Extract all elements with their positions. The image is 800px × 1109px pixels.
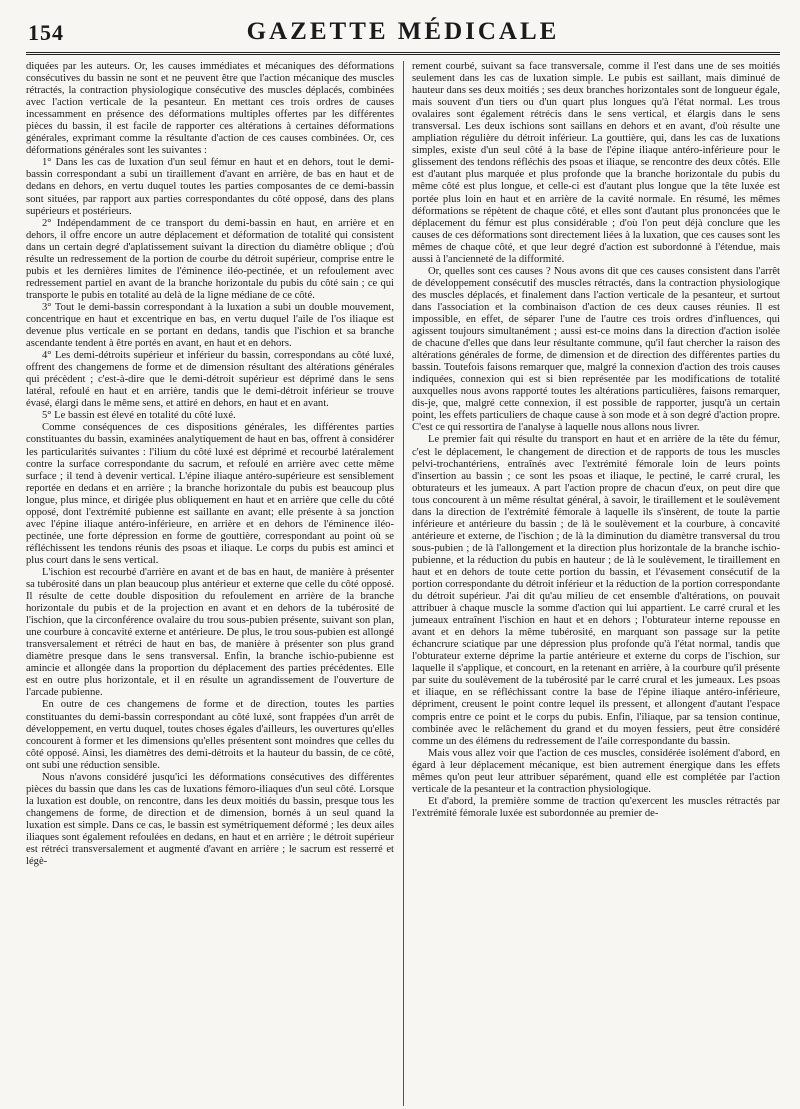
paragraph: Et d'abord, la première somme de traction qu'exercent les muscles rétractés par l'extrémité fémorale luxée est subordonnée au premier de- <box>412 795 780 819</box>
paragraph: L'ischion est recourbé d'arrière en avant et de bas en haut, de manière à présenter sa tubérosité dans un plan beaucoup plus antérieur et externe que celle du côté opposé. Il résulte de cette double disposition du refoulement en arrière de la branche horizontale du pubis et de la projection en avant et en dehors de la tubérosité de l'ischion, que la circonférence ovalaire du trou sous-pubien présente, suivant son plan, une courbure à concavité externe et antérieure. De plus, le trou sous-pubien est allongé transversalement et rétréci de haut en bas, de manière à présenter son plus grand diamètre presque dans le sens transversal. Enfin, la branche ischio-pubienne est amincie et allongée dans la proportion du déplacement des parties précédentes. Elle est en outre plus horizontale, et il en résulte un agrandissement de l'ouverture de l'arcade pubienne. <box>26 566 394 699</box>
paragraph: Comme conséquences de ces dispositions générales, les différentes parties constituantes du bassin, examinées analytiquement de haut en bas, offrent à considérer les particularités suivantes : l'ilium du côté luxé est déprimé et recourbé latéralement contre la surface correspondante du sacrum, et refoulé en arrière avec cette même surface ; il tend à devenir vertical. L'épine iliaque antéro-supérieure est sensiblement reportée en dedans et en arrière ; la branche horizontale du pubis est beaucoup plus longue, plus mince, et dirigée plus obliquement en haut et en arrière que celle du côté opposé, dont l'extrémité pubienne est saillante en avant; elle présente à sa jonction avec l'épine iliaque antéro-inférieure, en arrière et en dehors de l'éminence iléo-pectinée, une forte dépression en forme de gouttière, correspondant au point où se réfléchissent les tendons réunis des psoas et iliaque. Le corps du pubis est aminci et plus court dans le sens vertical. <box>26 422 394 566</box>
paragraph: Nous n'avons considéré jusqu'ici les déformations consécutives des différentes pièces du bassin que dans les cas de luxations fémoro-iliaques d'un seul côté. Lorsque la luxation est double, on rencontre, dans les deux moitiés du bassin, presque tous les changemens de forme, de direction et de dimension, bornés à un seul quand la luxation est simple. Dans ce cas, le bassin est symétriquement déformé ; les deux ailes iliaques sont également refoulées en dedans, en haut et en arrière ; le détroit supérieur est rétréci transversalement et augmenté d'avant en arrière ; le sacrum est resserré et légè- <box>26 771 394 868</box>
right-column <box>412 61 780 1106</box>
left-column <box>26 61 394 1106</box>
paragraph: 3° Tout le demi-bassin correspondant à la luxation a subi un double mouvement, concentrique en haut et excentrique en bas, en vertu duquel l'aile de l'os iliaque est devenue plus verticale en se portant en dedans, tandis que l'ischion et sa branche ascendante tendent à être portés en avant, en haut et en dehors. <box>26 301 394 350</box>
paragraph: Mais vous allez voir que l'action de ces muscles, considérée isolément d'abord, en égard à leur déplacement mécanique, est bien autrement énergique dans les effets mêmes qu'on peut leur attribuer séparément, quand elle est complétée par l'action verticale de la pesanteur et la contraction physiologique. <box>412 747 780 795</box>
paragraph: 4° Les demi-détroits supérieur et inférieur du bassin, correspondans au côté luxé, offrent des changemens de forme et de dimension résultant des altérations générales qui précèdent ; c'est-à-dire que le demi-détroit supérieur est déprimé dans le sens latéral, refoulé en haut et en arrière, tandis que le demi-détroit inférieur se trouve évasé, élargi dans le même sens, et attiré en dehors, en haut et en avant. <box>26 350 394 410</box>
column-divider <box>403 61 404 1106</box>
paragraph: diquées par les auteurs. Or, les causes immédiates et mécaniques des déformations consécutives du bassin ne sont et ne peuvent être que l'action mécanique des muscles rétractés, la contraction physiologique consécutive des muscles déplacés, combinées avec l'action verticale de la pesanteur. En mettant ces trois ordres de causes incessamment en présence des déformations multiples offertes par les différentes pièces du bassin, il est facile de rapporter ces altérations à certaines déformations générales, exprimant comme la résultante d'action de ces causes combinées. Or, ces déformations générales sont les suivantes : <box>26 61 394 157</box>
text-columns <box>26 61 780 1106</box>
page-header <box>26 8 780 55</box>
paragraph: rement courbé, suivant sa face transversale, comme il l'est dans une de ses moitiés seulement dans les cas de luxation simple. Le pubis est saillant, mais diminué de hauteur dans ses deux moitiés ; ses deux branches horizontales sont de longueur égale, mais souvent d'un tiers ou d'un quart plus longues qu'à l'état normal. Les trous ovalaires sont également rétrécis dans le sens vertical, et élargis dans le sens transversal. Les deux ischions sont saillans en dehors et en avant, d'où résulte une ampliation régulière du détroit inférieur. La gouttière, qui, dans les cas de luxations simples, existe d'un seul côté à la base de l'épine iliaque antéro-inférieure pour le glissement des tendons réfléchis des psoas et iliaque, se rencontre des deux côtés. Elle est d'autant plus marquée et plus profonde que la branche horizontale du pubis du même côté est plus longue, et celle-ci est d'autant plus longue que la tête luxée est portée plus loin en haut et en arrière de la cavité normale. En résumé, les mêmes déformations se répètent de chaque côté, et elles sont d'autant plus prononcées que le déplacement du fémur est plus considérable ; d'où l'on peut déjà conclure que les causes de ces déformations sont directement liées à la luxation, que ces causes sont les mêmes de chaque côté, et que leur degré d'action est subordonné à l'étendue, mais aussi à l'ancienneté de la difformité. <box>412 61 780 265</box>
paragraph: 5° Le bassin est élevé en totalité du côté luxé. <box>42 410 236 422</box>
journal-title: GAZETTE MÉDICALE <box>246 18 560 45</box>
paragraph: En outre de ces changemens de forme et de direction, toutes les parties constituantes du demi-bassin correspondant au côté luxé, sont frappées d'un arrêt de développement, en vertu duquel, toutes choses égales d'ailleurs, les ouvertures qu'elles concourent à former et les dimensions qu'elles présentent sont moindres que celles du côté opposé. Ainsi, les diamètres des demi-détroits et la hauteur du bassin, de ce côté, ont subi une réduction sensible. <box>26 699 394 771</box>
paragraph: Le premier fait qui résulte du transport en haut et en arrière de la tête du fémur, c'est le déplacement, le changement de direction et de rapports de tous les muscles pelvi-trochantériens, entraînés avec l'extrémité fémorale loin de leurs points d'insertion au bassin ; ce sont les psoas et iliaque, le pectiné, le carré crural, les obturateurs et les jumeaux. A part l'action propre de chacun d'eux, on peut dire que tous concourent à un même résultat général, à savoir, le tiraillement et le soulèvement dans la direction de l'extrémité fémorale à laquelle ils s'insèrent, de toute la partie inférieure et antérieure du bassin ; de là le soulèvement et la courbure, à concavité antérieure et externe, de l'ischion ; de là la diminution du diamètre transversal du trou sous-pubien ; de là l'allongement et la direction plus horizontale de la branche ischio-pubienne, et la réduction du pubis en hauteur ; de là le soulèvement, le tiraillement en haut et en dehors de toute cette portion du bassin, et l'évasement consécutif de la portion correspondante du détroit inférieur et la réduction de la portion correspondante du détroit supérieur. J'ai dit qu'au milieu de cet ensemble d'altérations, on pouvait attribuer à chaque muscle la somme d'action qui lui appartient. Le carré crural et les jumeaux entraînent l'ischion en haut et en dehors ; l'obturateur interne repousse en avant et en dehors la même tubérosité, en marquant son passage sur la petite échancrure sciatique par une dépression plus profonde qu'à l'état normal, tandis que l'obturateur externe déprime la partie antérieure et externe du corps de l'ischion, sur laquelle il s'applique, et concourt, en la retenant en arrière, à la courbure qu'il présente par suite du soulèvement de la tubérosité par le carré crural et les jumeaux. Les psoas et iliaque, en se réfléchissant contre la base de l'épine iliaque antéro-inférieure, dépriment, creusent le point contre lequel ils pressent, et allongent d'autant l'espace compris entre ce point et le corps du pubis. Enfin, l'iliaque, par sa tension continue, combinée avec le relâchement du grand et du moyen fessiers, peut être considéré comme un des élémens du redressement de l'aile correspondante du bassin. <box>412 434 780 747</box>
paragraph: Or, quelles sont ces causes ? Nous avons dit que ces causes consistent dans l'arrêt de développement consécutif des muscles rétractés, dans la contraction physiologique des muscles déplacés, et finalement dans l'action verticale de la pesanteur, et surtout dans l'association et la combinaison d'action de ces deux causes réunies. Il est impossible, en effet, de séparer l'une de l'autre ces trois ordres d'influences, qui agissent toujours simultanément ; aussi est-ce moins dans la direction d'action isolée de chacune d'elles que dans leur résultante commune, qu'il faut chercher la raison des altérations générales de forme, de dimension et de direction des différentes parties du bassin. Toutefois faisons remarquer que, malgré la connexion d'action des trois causes indiquées, connexion qui est si bien représentée par les modifications de totalité auxquelles nous avons rapporté toutes les altérations particulières, faisons remarquer, dis-je, que, malgré cette connexion, il est possible de rapporter, jusqu'à un certain point, les effets particuliers de chaque cause à son mode et à son degré d'action propre. C'est ce qui ressortira de l'analyse à laquelle nous allons nous livrer. <box>412 265 780 434</box>
page-number: 154 <box>28 20 64 45</box>
paragraph: 2° Indépendamment de ce transport du demi-bassin en haut, en arrière et en dehors, il offre encore un autre déplacement et déformation de totalité qui consistent dans un certain degré d'aplatissement suivant la direction du diamètre oblique ; d'où résulte un redressement de la portion de courbe du détroit supérieur, comprise entre le pubis et les dernières limites de l'éminence iléo-pectinée, et un refoulement avec redressement partiel en avant de la branche horizontale du pubis du côté sain ; ce qui transporte le pubis en totalité au delà de la ligne médiane de ce côté. <box>26 217 394 301</box>
paragraph: 1° Dans les cas de luxation d'un seul fémur en haut et en dehors, tout le demi-bassin correspondant a subi un tiraillement d'avant en arrière, de bas en haut et de dedans en dehors, en vertu duquel toutes les parties composantes de ce demi-bassin sont situées, par rapport aux parties correspondantes du côté opposé, dans des plans supérieurs et postérieurs. <box>26 157 394 217</box>
